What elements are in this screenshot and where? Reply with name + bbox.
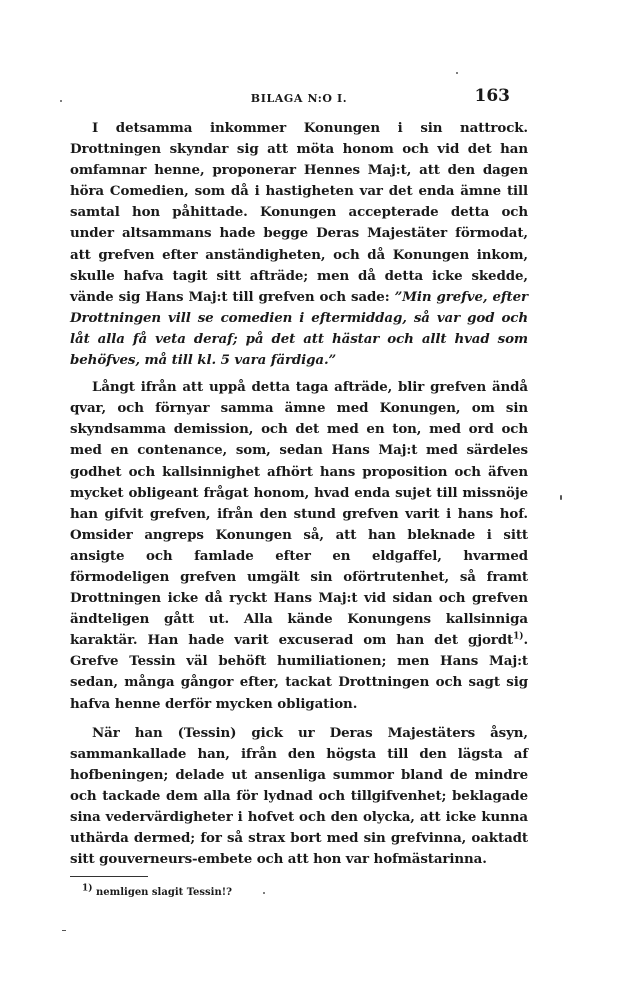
page-header — [70, 86, 528, 110]
print-speck — [456, 72, 458, 74]
footnote-marker: 1) — [82, 883, 93, 894]
print-speck — [60, 100, 62, 102]
king-quote: ”Min grefve, efter Drottningen vill se comedien i eftermiddag, så var god och låt alla få veta deraf; på det att hästar och allt hvad som behöfves, må till kl. 5 vara färdiga.” — [70, 288, 529, 369]
paragraph-2 — [70, 377, 528, 715]
page-number: 163 — [474, 86, 510, 106]
print-speck — [62, 930, 66, 931]
footnote-text: nemligen slagit Tessin!? — [92, 887, 232, 898]
running-head: BILAGA N:O I. — [250, 92, 348, 105]
paragraph-1-text: I detsamma inkommer Konungen i sin nattrock. Drottningen skyndar sig att möta honom och vid det han omfamnar henne, proponerar Hennes Maj:t, att den dagen höra Comedien, som då i hastigheten var det enda ämne till samtal hon påhittade. Konungen accepterade detta och under altsammans hade begge Deras Majestäter förmodat, att grefven efter anständigheten, och då Konungen inkom, skulle hafva tagit sitt afträde; men då detta icke skedde, vände sig Hans Maj:t till grefven och sade: — [70, 120, 528, 305]
print-speck — [560, 495, 562, 500]
paragraph-2-text-continued: . Grefve Tessin väl behöft humiliationen; men Hans Maj:t sedan, många gångor efter, tackat Drottningen och sagt sig hafva henne derför mycken obligation. — [70, 632, 528, 712]
paragraph-1 — [70, 118, 528, 371]
body-text — [70, 118, 528, 872]
print-speck — [263, 892, 265, 894]
footnote-divider — [70, 876, 148, 877]
paragraph-2-text: Långt ifrån att uppå detta taga afträde, blir grefven ändå qvar, och förnyar samma ämne med Konungen, om sin skyndsamma demission, och det med en ton, med ord och med en contenance, som, sedan Hans Maj:t med särdeles godhet och kallsinnighet afhört hans proposition och äfven mycket obligeant frågat honom, hvad enda sujet till missnöje han gifvit grefven, ifrån den stund grefven varit i hans hof. Omsider angreps Konungen så, att han bleknade i sitt ansigte och famlade efter en eldgaffel, hvarmed förmodeligen grefven umgält sin oförtrutenhet, så framt Drottningen icke då ryckt Hans Maj:t vid sidan och grefven ändteligen gått ut. Alla kände Konungens kallsinniga karaktär. Han hade varit excuserad om han det gjordt — [70, 379, 528, 649]
footnote-reference: 1) — [513, 631, 524, 642]
paragraph-3: När han (Tessin) gick ur Deras Majestäters åsyn, sammankallade han, ifrån den högsta till den lägsta af hofbeningen; delade ut ansenliga summor bland de mindre och tackade dem alla för lydnad och tillgifvenhet; beklagade sina vedervärdigheter i hofvet och den olycka, att icke kunna uthärda dermed; for så strax bort med sin grefvinna, oaktadt sitt gouverneurs-embete och att hon var hofmästarinna. — [70, 724, 528, 868]
footnote — [82, 883, 232, 898]
